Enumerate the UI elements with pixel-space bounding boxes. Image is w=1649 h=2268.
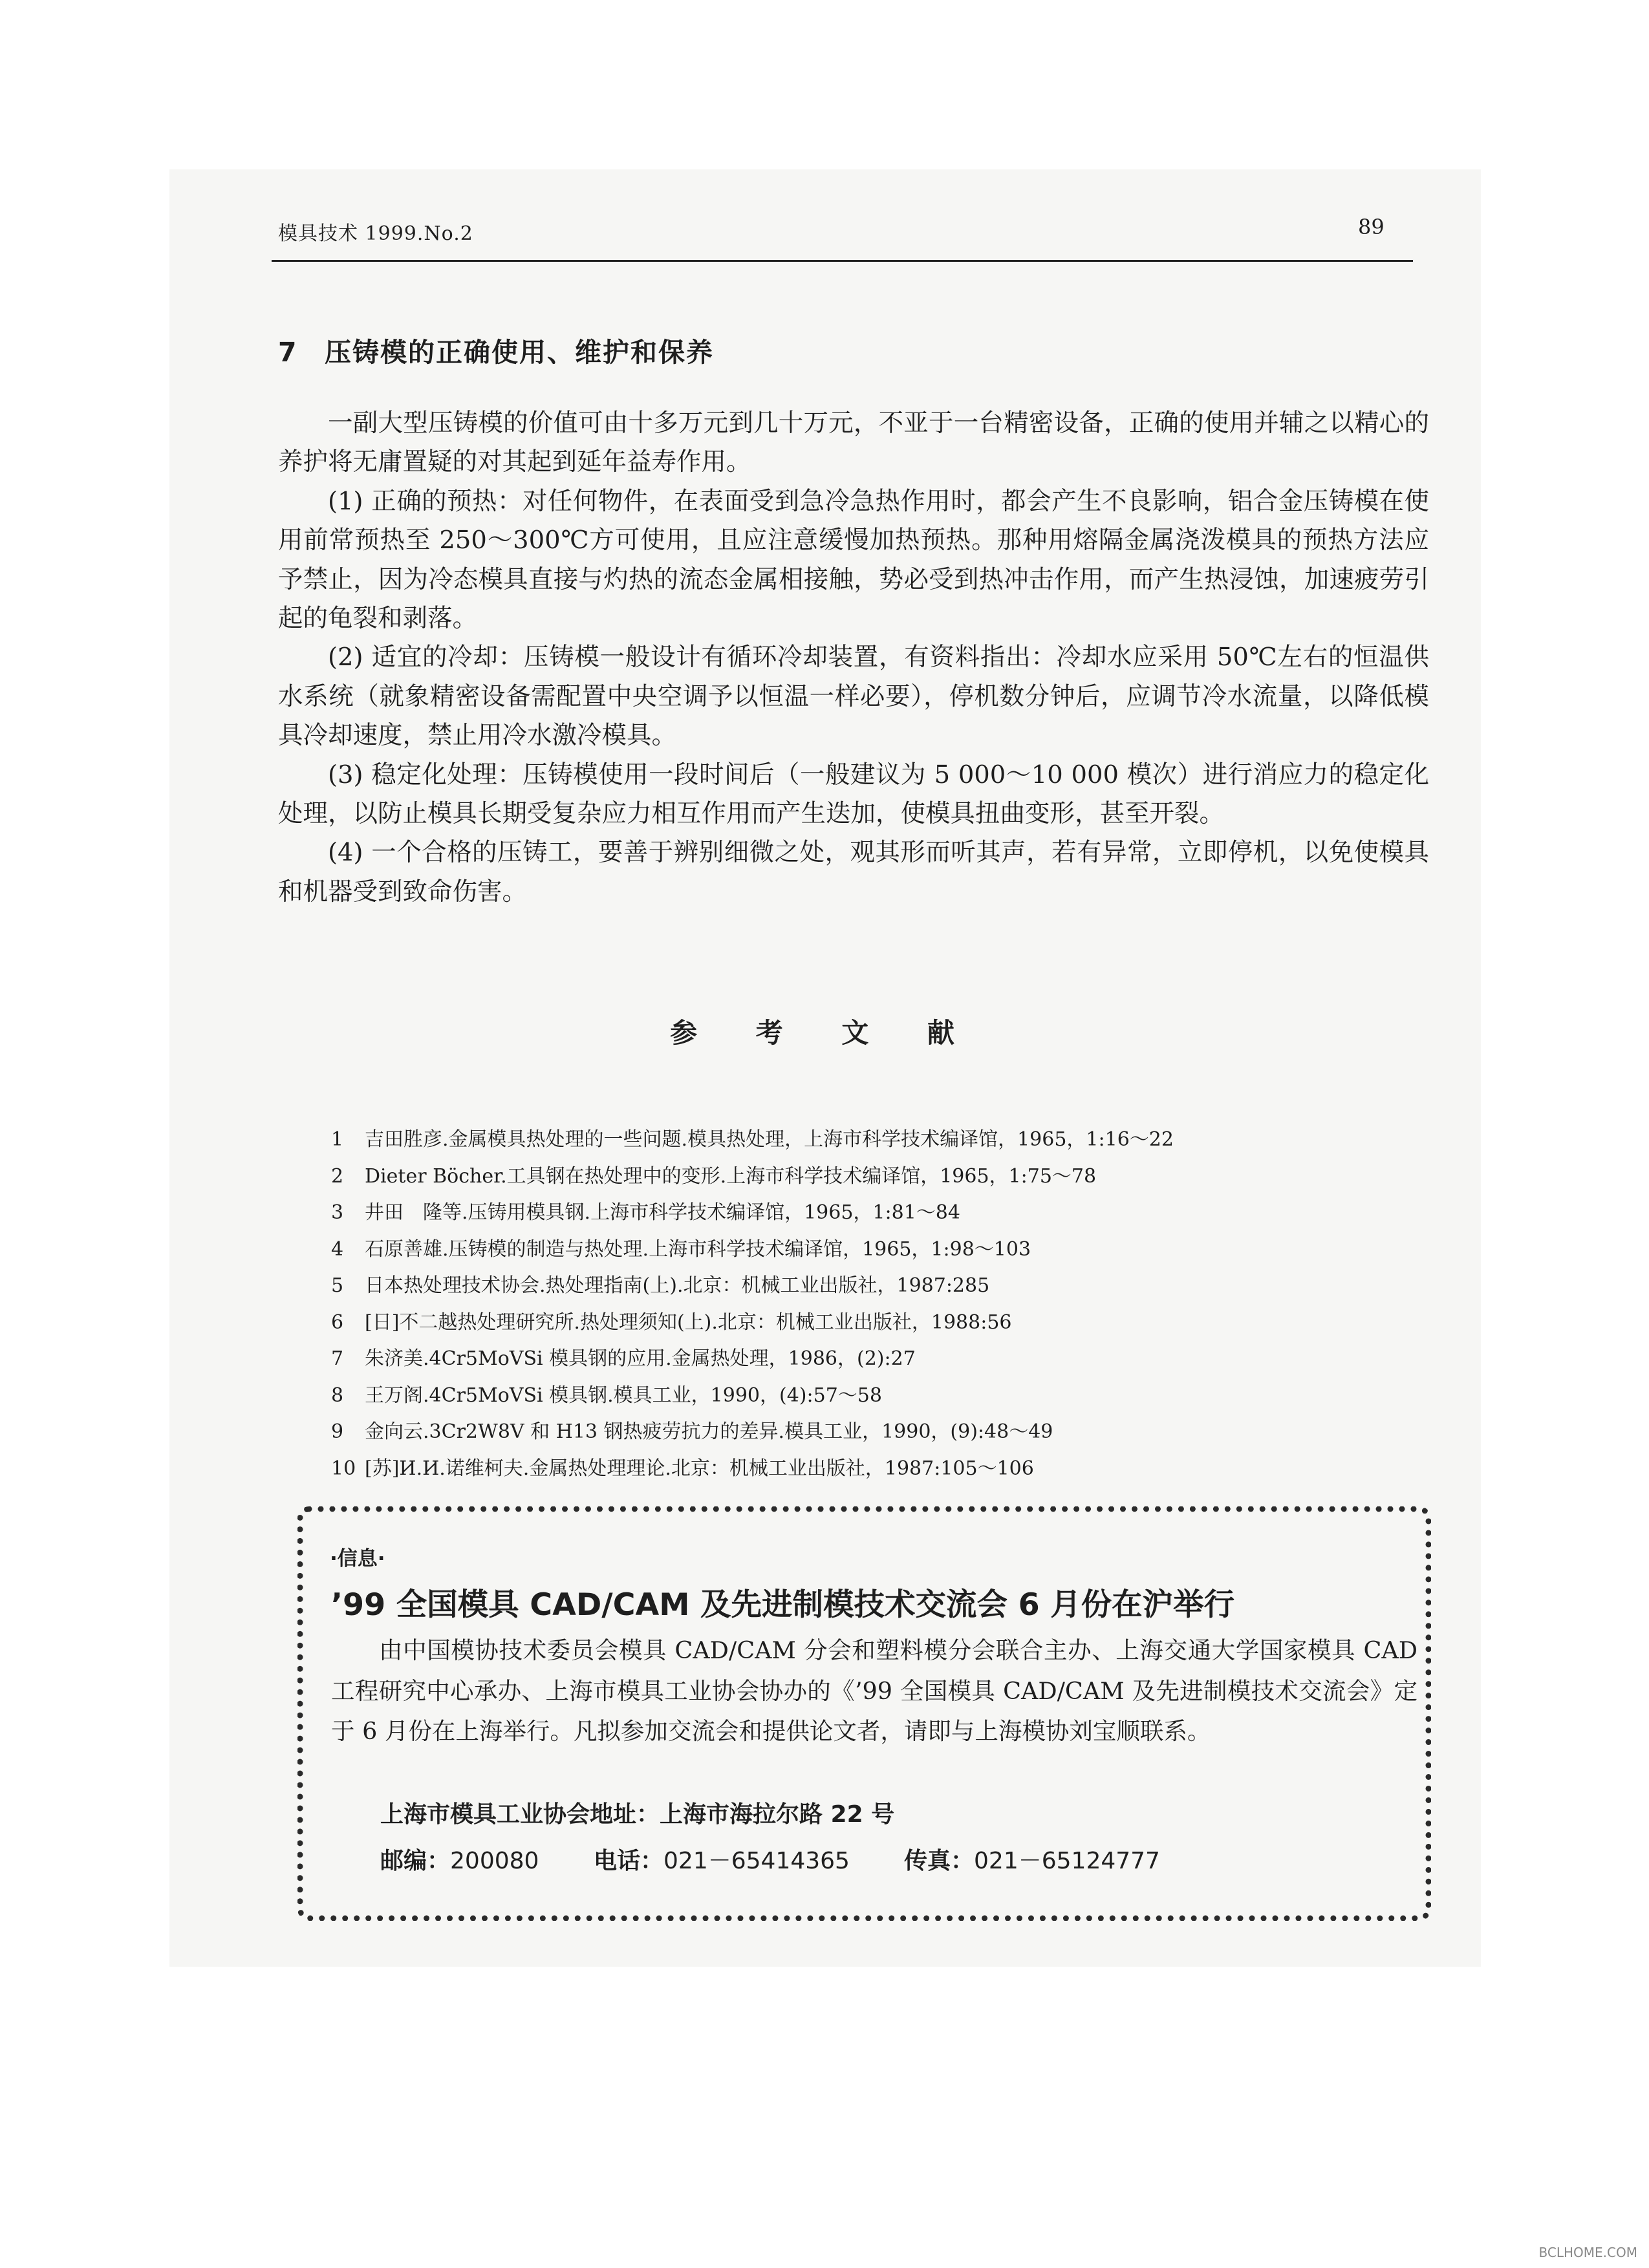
reference-item — [331, 1268, 1430, 1305]
info-contact — [380, 1843, 1160, 1876]
reference-item — [331, 1378, 1430, 1415]
reference-item — [331, 1195, 1430, 1232]
reference-text: 金向云.3Cr2W8V 和 H13 钢热疲劳抗力的差异.模具工业，1990，(9):48～49 — [365, 1420, 1053, 1443]
paragraph-intro: 一副大型压铸模的价值可由十多万元到几十万元，不亚于一台精密设备，正确的使用并辅之以精心的养护将无庸置疑的对其起到延年益寿作用。 — [278, 409, 1429, 477]
info-address — [380, 1796, 894, 1829]
site-watermark: BCLHOME.COM — [1538, 2245, 1637, 2260]
reference-text: 井田 隆等.压铸用模具钢.上海市科学技术编译馆，1965，1:81～84 — [365, 1201, 960, 1224]
reference-text: Dieter Böcher.工具钢在热处理中的变形.上海市科学技术编译馆，1965，1:75～78 — [365, 1164, 1097, 1188]
reference-text: 朱济美.4Cr5MoVSi 模具钢的应用.金属热处理，1986，(2):27 — [365, 1347, 916, 1370]
reference-item — [331, 1159, 1430, 1195]
info-label: ·信息· — [330, 1547, 385, 1570]
paragraph-preheat: (1) 正确的预热：对任何物件，在表面受到急冷急热作用时，都会产生不良影响，铝合金压铸模在使用前常预热至 250～300℃方可使用，且应注意缓慢加热预热。那种用熔隔金属浇泼模具的预热方法应予禁止，因为冷态模具直接与灼热的流态金属相接触，势必受到热冲击作用，而产生热浸蚀，加速疲劳引起的龟裂和剥落。 — [278, 486, 1429, 634]
paragraph-operator: (4) 一个合格的压铸工，要善于辨别细微之处，观其形而听其声，若有异常，立即停机，以免使模具和机器受到致命伤害。 — [278, 838, 1429, 906]
section-heading — [278, 331, 714, 369]
info-paragraph: 由中国模协技术委员会模具 CAD/CAM 分会和塑料模分会联合主办、上海交通大学国家模具 CAD 工程研究中心承办、上海市模具工业协会协办的《’99 全国模具 CAD/CAM 及先进制模技术交流会》定于 6 月份在上海举行。凡拟参加交流会和提供论文者，请即与上海模协刘宝顺联系。 — [331, 1636, 1417, 1745]
header-rule — [272, 260, 1413, 262]
page-number: 89 — [1358, 215, 1385, 239]
info-title: ’99 全国模具 CAD/CAM 及先进制模技术交流会 6 月份在沪举行 — [331, 1587, 1235, 1623]
reference-text: 王万阁.4Cr5MoVSi 模具钢.模具工业，1990，(4):57～58 — [365, 1384, 882, 1407]
reference-item — [331, 1414, 1430, 1451]
reference-number: 6 — [331, 1311, 344, 1334]
phone-label: 电话： — [594, 1848, 664, 1874]
phone-value: 021－65414365 — [663, 1848, 850, 1874]
section-number: 7 — [278, 337, 298, 368]
reference-list — [331, 1122, 1430, 1487]
reference-item — [331, 1341, 1430, 1378]
reference-number: 7 — [331, 1347, 344, 1370]
reference-item — [331, 1451, 1430, 1488]
reference-number: 5 — [331, 1274, 344, 1297]
reference-item — [331, 1305, 1430, 1342]
reference-text: [苏]И.И.诺维柯夫.金属热处理理论.北京：机械工业出版社，1987:105～106 — [365, 1457, 1034, 1480]
reference-number: 1 — [331, 1128, 344, 1151]
reference-text: 吉田胜彦.金属模具热处理的一些问题.模具热处理，上海市科学技术编译馆，1965，1:16～22 — [365, 1128, 1174, 1151]
reference-number: 10 — [331, 1457, 356, 1480]
reference-number: 8 — [331, 1384, 344, 1407]
reference-number: 4 — [331, 1237, 344, 1261]
address-label: 上海市模具工业协会地址： — [380, 1801, 660, 1828]
paragraph-cooling: (2) 适宜的冷却：压铸模一般设计有循环冷却装置，有资料指出：冷却水应采用 50℃左右的恒温供水系统（就象精密设备需配置中央空调予以恒温一样必要），停机数分钟后，应调节冷水流量，以降低模具冷却速度，禁止用冷水激冷模具。 — [278, 643, 1429, 751]
reference-text: [日]不二越热处理研究所.热处理须知(上).北京：机械工业出版社，1988:56 — [365, 1311, 1012, 1334]
references-heading: 参 考 文 献 — [670, 1017, 979, 1049]
reference-number: 2 — [331, 1164, 344, 1188]
reference-item — [331, 1232, 1430, 1268]
postcode-label: 邮编： — [380, 1848, 451, 1874]
reference-number: 3 — [331, 1201, 344, 1224]
info-body — [331, 1631, 1417, 1752]
section-title: 压铸模的正确使用、维护和保养 — [325, 337, 714, 368]
journal-header: 模具技术 1999.No.2 — [278, 222, 473, 245]
reference-text: 石原善雄.压铸模的制造与热处理.上海市科学技术编译馆，1965，1:98～103 — [365, 1237, 1031, 1261]
fax-value: 021－65124777 — [974, 1848, 1160, 1874]
reference-text: 日本热处理技术协会.热处理指南(上).北京：机械工业出版社，1987:285 — [365, 1274, 990, 1297]
paragraph-stabilization: (3) 稳定化处理：压铸模使用一段时间后（一般建议为 5 000～10 000 模次）进行消应力的稳定化处理，以防止模具长期受复杂应力相互作用而产生迭加，使模具扭曲变形，甚至开裂。 — [278, 760, 1429, 829]
address-value: 上海市海拉尔路 22 号 — [660, 1801, 895, 1828]
reference-item — [331, 1122, 1430, 1159]
section-body — [278, 404, 1429, 912]
fax-label: 传真： — [904, 1848, 975, 1874]
reference-number: 9 — [331, 1420, 344, 1443]
postcode-value: 200080 — [450, 1848, 539, 1874]
